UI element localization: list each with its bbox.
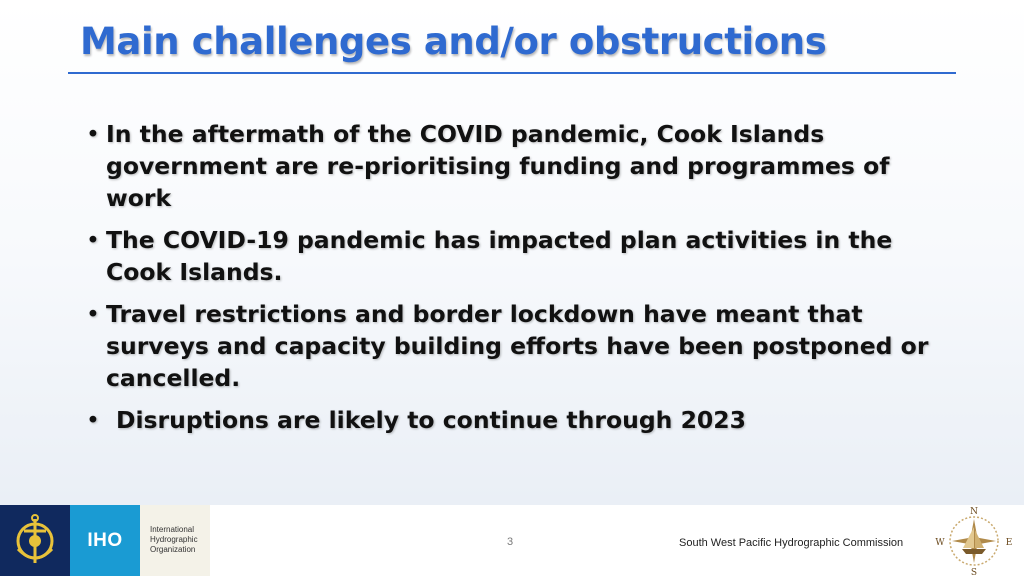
compass-letter-n: N [970,507,978,517]
bullet-text: The COVID-19 pandemic has impacted plan activities in the Cook Islands. [106,226,893,286]
org-name-line: Organization [150,545,196,554]
bullet-item-impact [84,224,944,288]
bullet-list [84,118,944,446]
bullet-marker: • [86,120,100,148]
slide-title: Main challenges and/or obstructions [80,20,827,63]
bullet-text: In the aftermath of the COVID pandemic, Cook Islands government are re-prioritising funding and programmes of work [106,120,890,212]
bullet-item-travel [84,298,944,394]
bullet-marker: • [86,406,100,434]
bullet-text: Disruptions are likely to continue through 2023 [116,406,746,434]
page-number: 3 [506,536,514,548]
compass-rose-sailboat-icon [934,505,1014,576]
compass-letter-s: S [970,568,978,576]
title-underline [68,72,956,74]
org-name-line: International [150,525,195,534]
bullet-text: Travel restrictions and border lockdown have meant that surveys and capacity building efforts have been postponed or cancelled. [106,300,929,392]
bullet-item-aftermath [84,118,944,214]
bullet-marker: • [86,300,100,328]
compass-letter-w: W [935,538,945,548]
compass-letter-e: E [1005,538,1013,548]
bullet-item-disruptions [84,404,944,436]
commission-name: South West Pacific Hydrographic Commission [679,537,904,549]
bullet-marker: • [86,226,100,254]
anchor-crest-icon [0,505,70,576]
organization-name [140,505,210,576]
org-name-line: Hydrographic [150,535,198,544]
iho-logo: IHO [70,505,140,576]
footer-bar [0,505,1024,576]
